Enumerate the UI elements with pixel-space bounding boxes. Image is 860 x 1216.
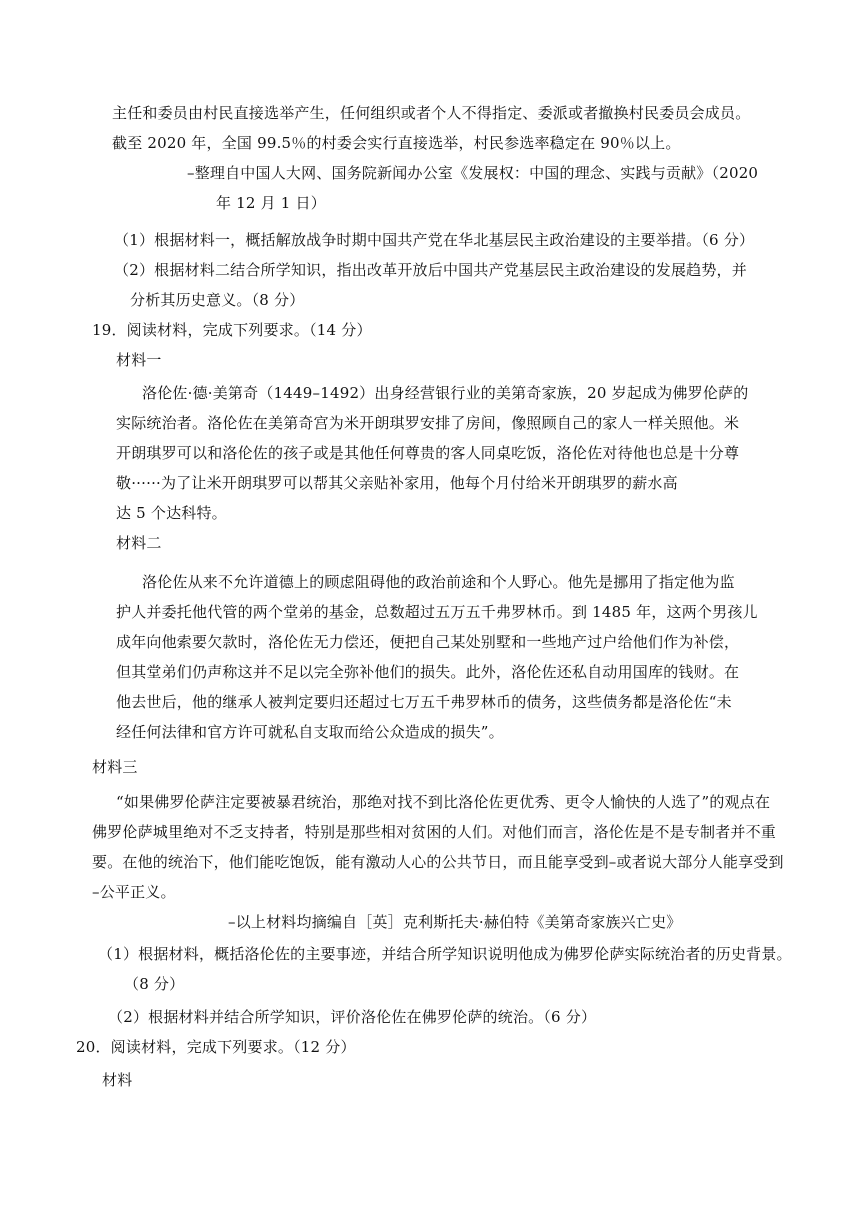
- q19-subquestion-1-cont: （8 分）: [124, 975, 185, 993]
- q19-material-2-line: 成年向他索要欠款时，洛伦佐无力偿还，便把自己某处别墅和一些地产过户给他们作为补偿，: [116, 633, 740, 651]
- q19-header: 19．阅读材料，完成下列要求。（14 分）: [92, 321, 372, 339]
- q19-material-2-line: 洛伦佐从来不允许道德上的顾虑阻碍他的政治前途和个人野心。他先是挪用了指定他为监: [142, 573, 735, 591]
- q19-material-2-line: 护人并委托他代管的两个堂弟的基金，总数超过五万五千弗罗林币。到 1485 年，这两个男孩儿: [116, 603, 758, 621]
- q19-material-2-line: 但其堂弟们仍声称这并不足以完全弥补他们的损失。此外，洛伦佐还私自动用国库的钱财。在: [116, 663, 740, 681]
- q18-material-text-line: 主任和委员由村民直接选举产生，任何组织或者个人不得指定、委派或者撤换村民委员会成员。: [112, 104, 751, 122]
- q19-material-3-line: –公平正义。: [92, 883, 176, 901]
- q19-subquestion-2: （2）根据材料并结合所学知识，评价洛伦佐在佛罗伦萨的统治。（6 分）: [108, 1008, 597, 1026]
- q18-subquestion-2-cont: 分析其历史意义。（8 分）: [130, 291, 305, 309]
- q18-source-citation-cont: 年 12 月 1 日）: [216, 194, 326, 212]
- q19-material-1-line: 实际统治者。洛伦佐在美第奇宫为米开朗琪罗安排了房间，像照顾自己的家人一样关照他。米: [116, 414, 740, 432]
- q19-material-1-title: 材料一: [116, 351, 162, 369]
- q19-material-1-line: 开朗琪罗可以和洛伦佐的孩子或是其他任何尊贵的客人同桌吃饭，洛伦佐对待他也总是十分尊: [116, 444, 740, 462]
- q18-subquestion-2: （2）根据材料二结合所学知识，指出改革开放后中国共产党基层民主政治建设的发展趋势，并: [114, 261, 747, 279]
- q19-material-1-line: 敬······为了让米开朗琪罗可以帮其父亲贴补家用，他每个月付给米开朗琪罗的薪水高: [116, 474, 678, 492]
- q19-material-3-line: 佛罗伦萨城里绝对不乏支持者，特别是那些相对贫困的人们。对他们而言，洛伦佐是不是专制者并不重: [92, 823, 777, 841]
- q20-header: 20．阅读材料，完成下列要求。（12 分）: [76, 1038, 356, 1056]
- q19-material-2-line: 经任何法律和官方许可就私自支取而给公众造成的损失”。: [116, 723, 504, 741]
- q20-material-title: 材料: [102, 1071, 133, 1089]
- q18-source-citation: –整理自中国人大网、国务院新闻办公室《发展权：中国的理念、实践与贡献》（2020: [187, 164, 759, 182]
- q18-subquestion-1: （1）根据材料一，概括解放战争时期中国共产党在华北基层民主政治建设的主要举措。（6 分）: [114, 231, 755, 249]
- q19-material-2-title: 材料二: [116, 534, 162, 552]
- q19-source-citation: –以上材料均摘编自［英］克利斯托夫·赫伯特《美第奇家族兴亡史》: [228, 913, 682, 931]
- q19-material-1-line: 洛伦佐·德·美第奇（1449–1492）出身经营银行业的美第奇家族，20 岁起成为佛罗伦萨的: [142, 384, 749, 402]
- q19-material-2-line: 他去世后，他的继承人被判定要归还超过七万五千弗罗林币的债务，这些债务都是洛伦佐“未: [116, 693, 732, 711]
- q19-material-1-line: 达 5 个达科特。: [116, 504, 227, 522]
- q19-material-3-line: “如果佛罗伦萨注定要被暴君统治，那绝对找不到比洛伦佐更优秀、更令人愉快的人选了”的观点在: [116, 793, 771, 811]
- q19-material-3-line: 要。在他的统治下，他们能吃饱饭，能有激动人心的公共节日，而且能享受到–或者说大部分人能享受到: [92, 853, 784, 871]
- q19-material-3-title: 材料三: [92, 758, 138, 776]
- q19-subquestion-1: （1）根据材料，概括洛伦佐的主要事迹，并结合所学知识说明他成为佛罗伦萨实际统治者的历史背景。: [98, 945, 792, 963]
- q18-material-text-line: 截至 2020 年，全国 99.5％的村委会实行直接选举，村民参选率稳定在 90％以上。: [112, 134, 681, 152]
